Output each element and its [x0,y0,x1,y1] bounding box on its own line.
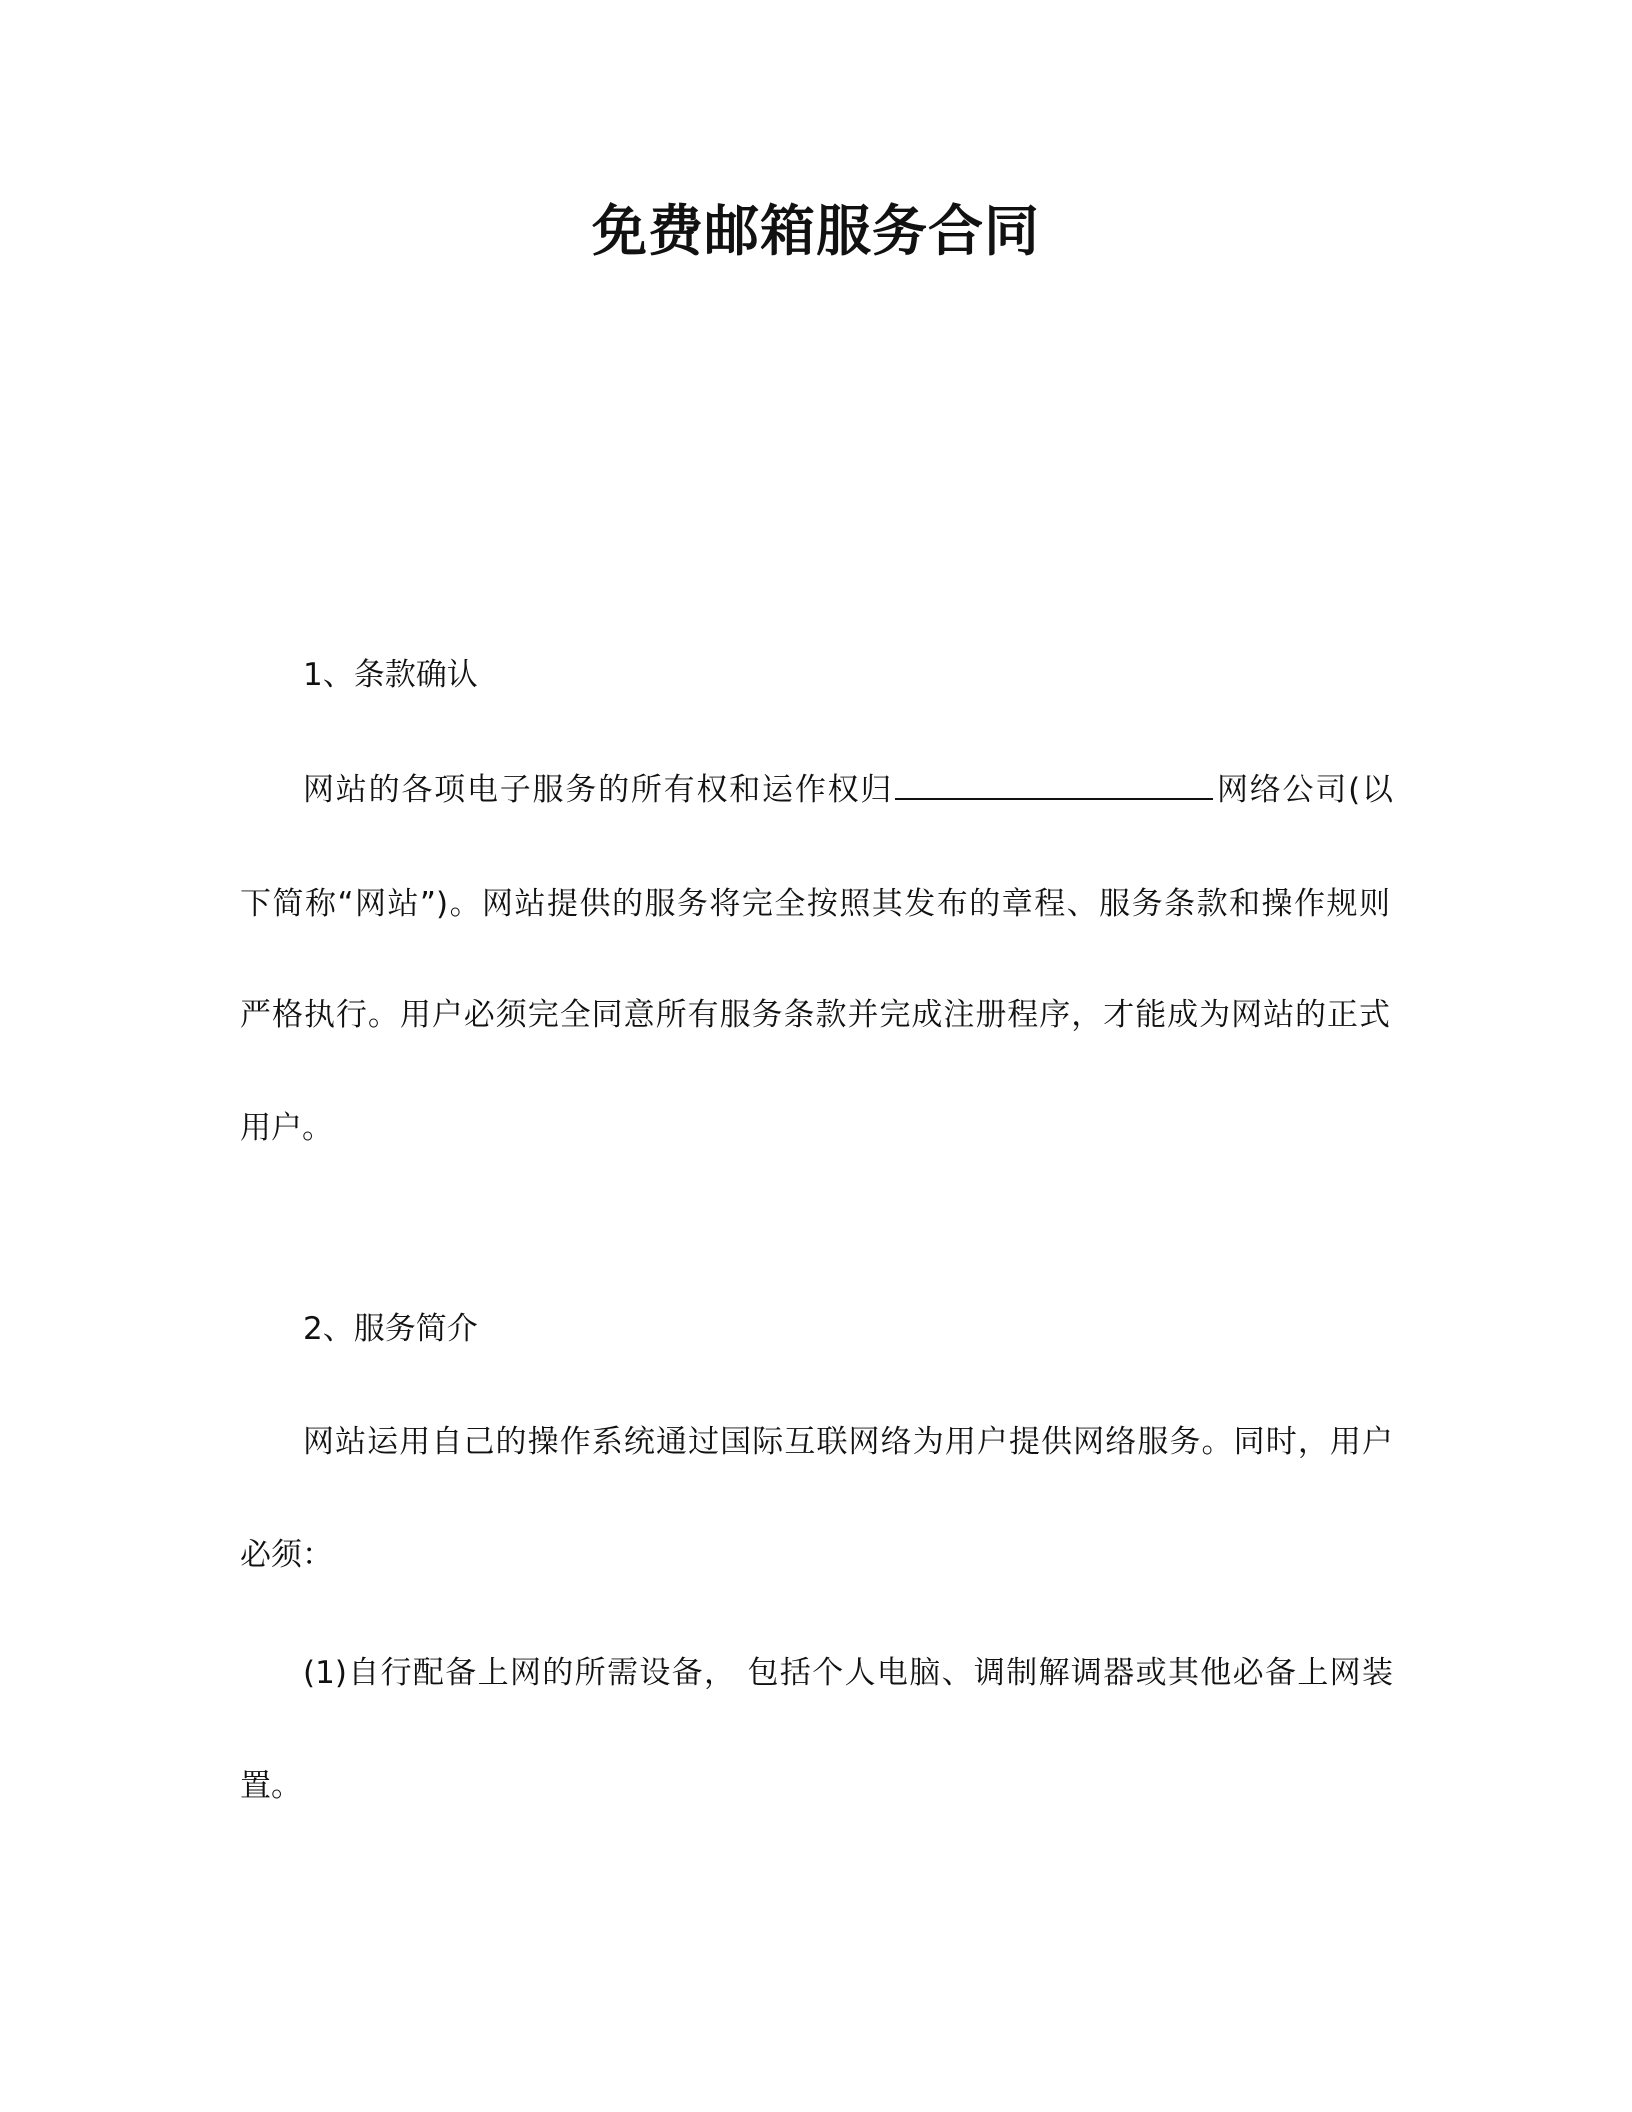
section-2-paragraph-1-line-2: 必须： [240,1537,333,1573]
section-1-paragraph-line-1 [303,768,1393,812]
section-1-heading: 1、条款确认 [303,657,478,693]
section-2-paragraph-2-line-1: (1)自行配备上网的所需设备， 包括个人电脑、调制解调器或其他必备上网装 [303,1655,1393,1691]
section-1-text-after-blank: 网络公司(以 [1215,772,1394,808]
section-2-paragraph-1-line-1: 网站运用自己的操作系统通过国际互联网络为用户提供网络服务。同时，用户 [303,1424,1393,1460]
section-1-paragraph-line-3: 严格执行。用户必须完全同意所有服务条款并完成注册程序，才能成为网站的正式 [240,997,1390,1033]
section-1-text-before-blank: 网站的各项电子服务的所有权和运作权归 [303,772,894,808]
company-name-blank [895,768,1213,800]
section-1-paragraph-line-2: 下简称“网站”)。网站提供的服务将完全按照其发布的章程、服务条款和操作规则 [240,886,1390,922]
section-2-paragraph-2-line-2: 置。 [240,1768,302,1804]
document-title: 免费邮箱服务合同 [591,199,1040,263]
section-1-paragraph-line-4: 用户。 [240,1110,333,1146]
section-2-heading: 2、服务简介 [303,1311,478,1347]
